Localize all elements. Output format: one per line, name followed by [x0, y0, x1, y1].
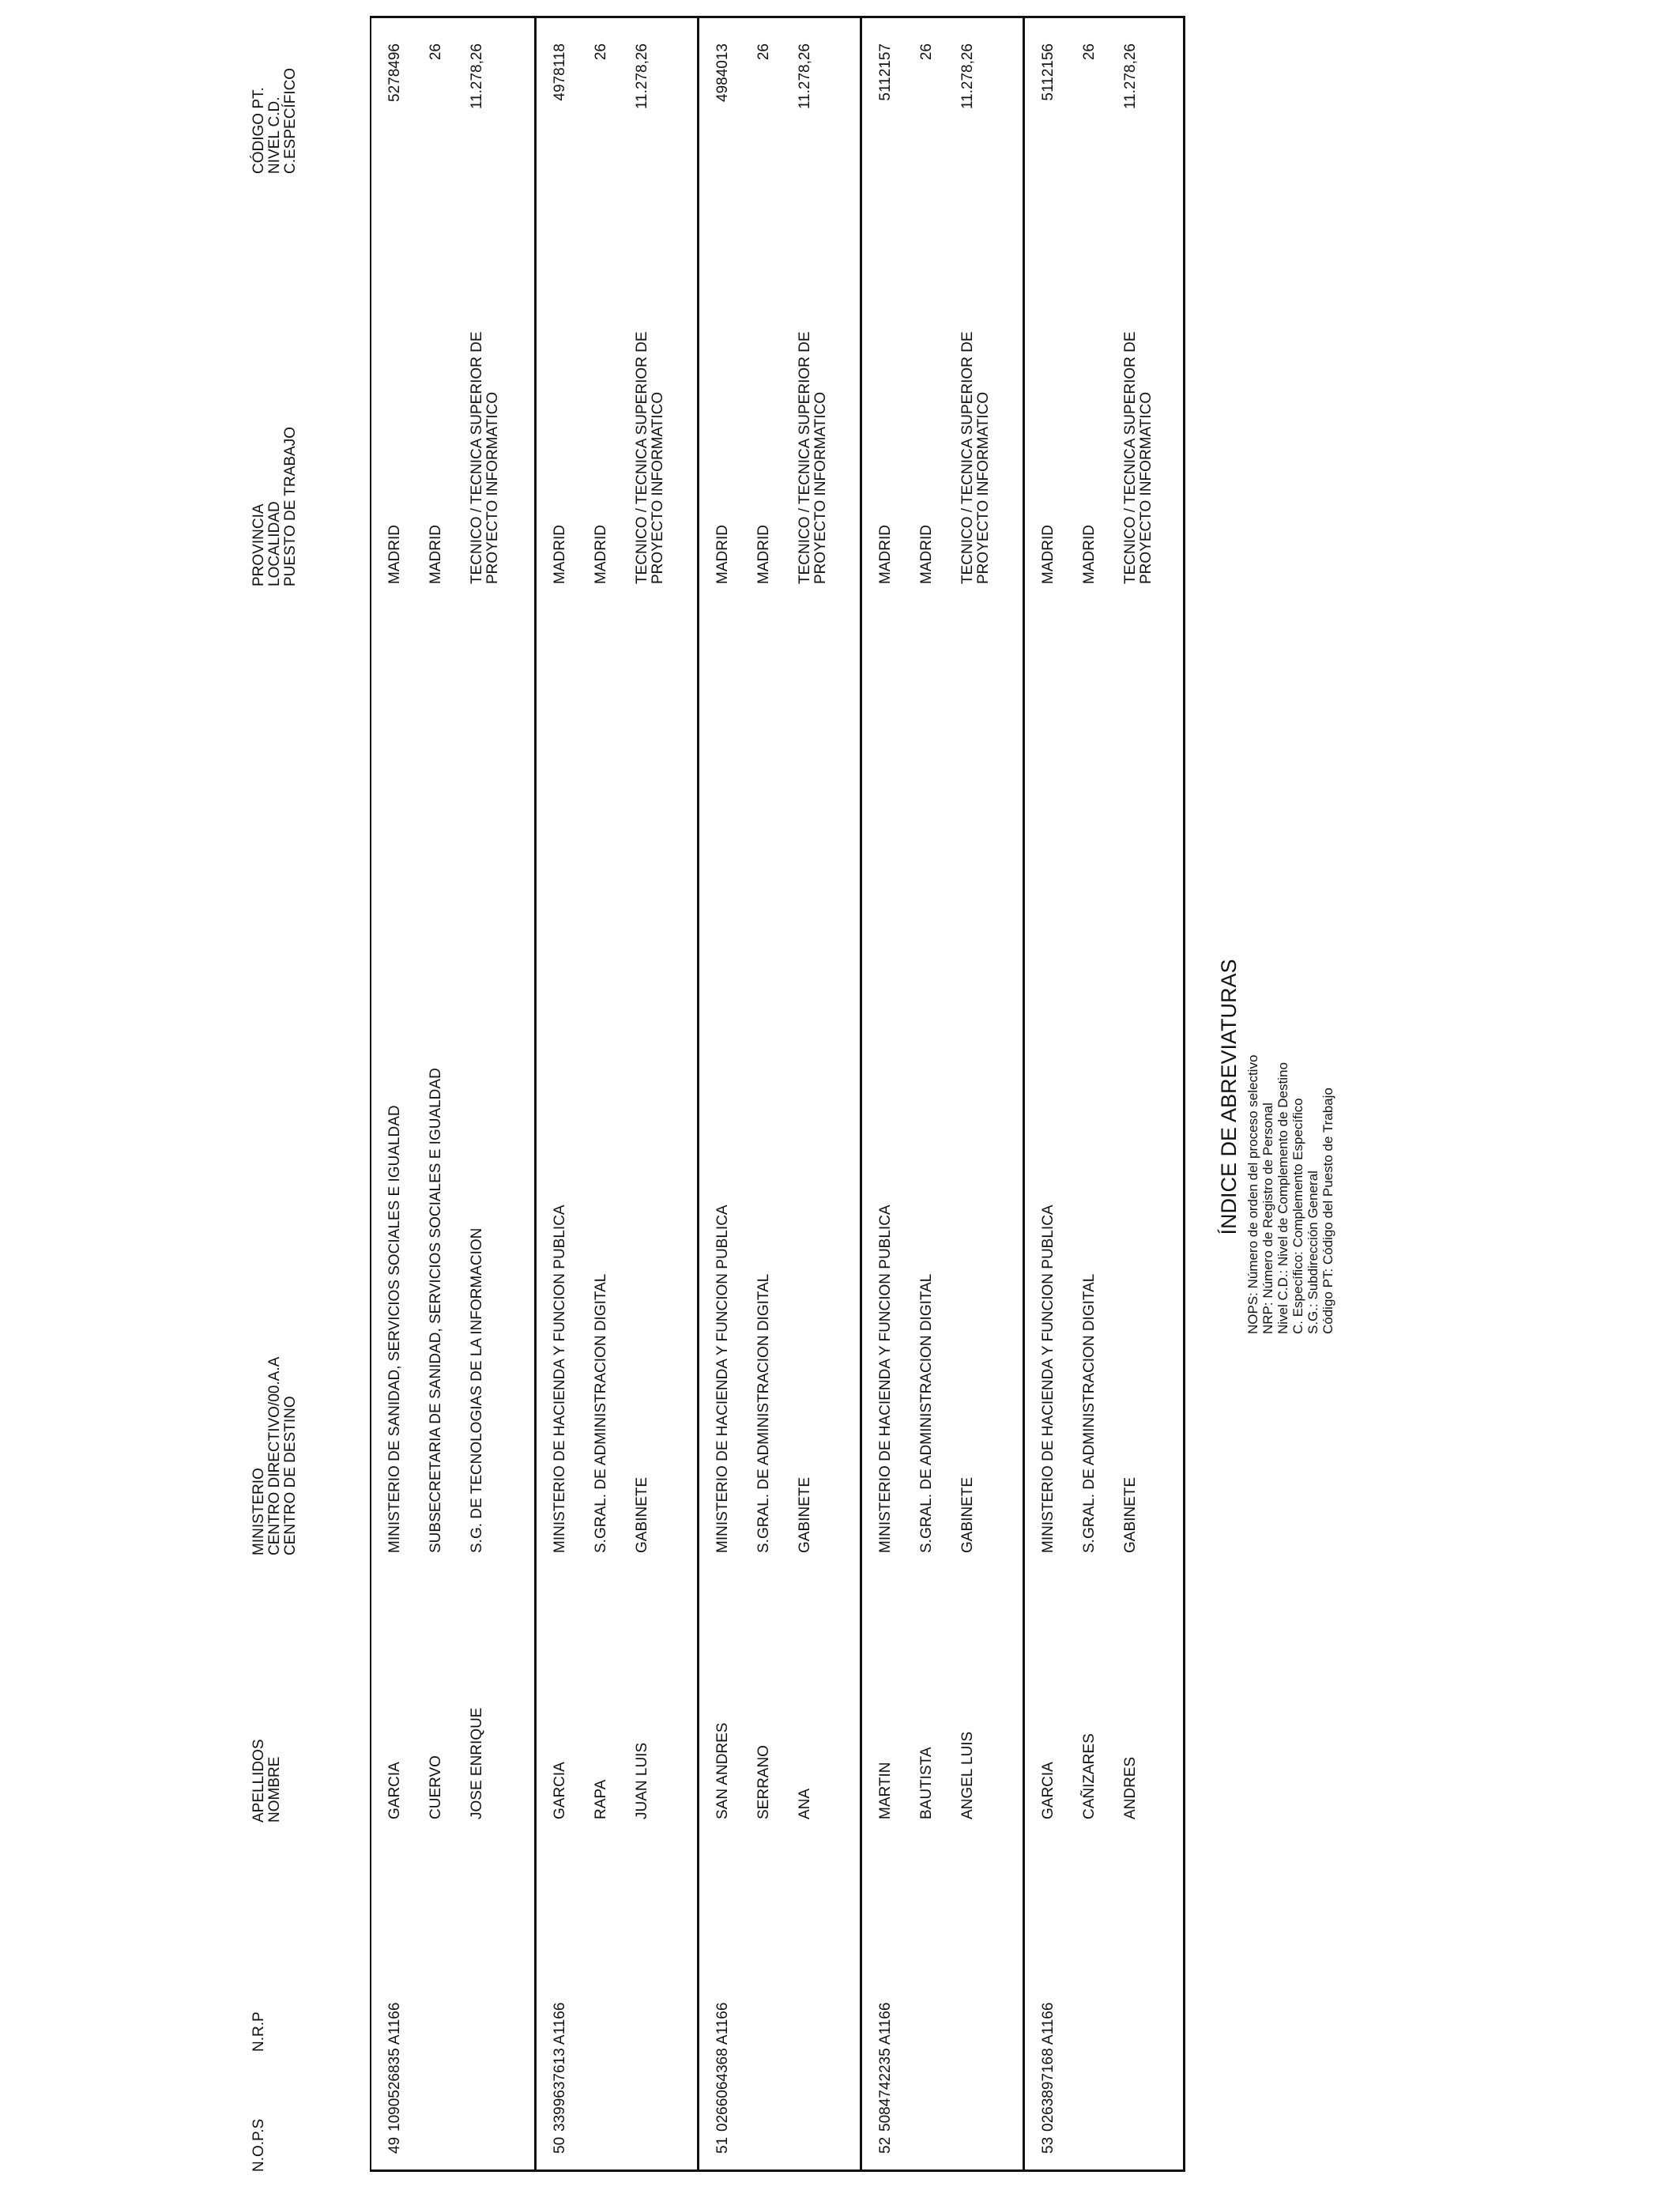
header-puesto-label: PUESTO DE TRABAJO	[282, 426, 299, 586]
row-localidad: MADRID	[428, 525, 444, 584]
row-centro-directivo: S.GRAL. DE ADMINISTRACION DIGITAL	[1081, 1273, 1098, 1553]
header-nrp	[251, 2011, 267, 2052]
row-localidad: MADRID	[593, 525, 609, 584]
header-nrp-label: N.R.P	[250, 2011, 267, 2052]
row-centro-destino: GABINETE	[959, 1476, 976, 1553]
row-c-especifico: 11.278,26	[1122, 43, 1139, 110]
header-nops-label: N.O.P.S	[250, 2118, 267, 2172]
row-nivel-cd: 26	[428, 43, 444, 61]
row-codigo-pt: 5112157	[877, 43, 894, 101]
row-nombre: ANGEL LUIS	[959, 1731, 976, 1819]
row-ministerio: MINISTERIO DE HACIENDA Y FUNCION PUBLICA	[714, 1204, 731, 1553]
row-localidad: MADRID	[1081, 525, 1098, 584]
row-puesto-line2: PROYECTO INFORMATICO	[650, 391, 666, 584]
table-row	[860, 18, 1025, 2169]
row-nops: 53	[1040, 2136, 1057, 2154]
row-nivel-cd: 26	[593, 43, 609, 61]
row-puesto-line1: TECNICO / TECNICA SUPERIOR DE	[634, 331, 650, 584]
header-provincia	[251, 427, 299, 586]
row-puesto-line2: PROYECTO INFORMATICO	[1138, 391, 1155, 584]
legend-line: NOPS: Número de orden del proceso selectivo	[1245, 1054, 1260, 1334]
header-provincia-label: PROVINCIA	[250, 503, 267, 586]
row-ministerio: MINISTERIO DE HACIENDA Y FUNCION PUBLICA	[1040, 1204, 1057, 1553]
row-puesto-line1: TECNICO / TECNICA SUPERIOR DE	[1122, 331, 1139, 584]
row-centro-destino: GABINETE	[1122, 1476, 1139, 1553]
row-nrp: 0266064368 A1166	[714, 2002, 731, 2132]
row-provincia: MADRID	[1040, 525, 1057, 584]
row-centro-destino: S.G. DE TECNOLOGIAS DE LA INFORMACION	[469, 1227, 485, 1553]
row-puesto-line1: TECNICO / TECNICA SUPERIOR DE	[469, 331, 485, 584]
row-puesto-line2: PROYECTO INFORMATICO	[975, 391, 992, 584]
row-centro-destino: GABINETE	[634, 1476, 650, 1553]
header-nivel-cd-label: NIVEL C.D.	[266, 96, 283, 174]
legend-line: C. Específico: Complemento Específico	[1290, 1098, 1305, 1334]
legend-line: Nivel C.D.: Nivel de Complemento de Destino	[1275, 1062, 1290, 1334]
row-nops: 51	[714, 2136, 731, 2154]
row-centro-directivo: S.GRAL. DE ADMINISTRACION DIGITAL	[755, 1273, 772, 1553]
row-codigo-pt: 5112156	[1040, 43, 1057, 101]
row-nrp: 0263897168 A1166	[1040, 2002, 1057, 2132]
header-localidad-label: LOCALIDAD	[266, 501, 283, 586]
row-ministerio: MINISTERIO DE HACIENDA Y FUNCION PUBLICA	[877, 1204, 894, 1553]
row-localidad: MADRID	[755, 525, 772, 584]
row-nivel-cd: 26	[755, 43, 772, 61]
row-centro-directivo: SUBSECRETARIA DE SANIDAD, SERVICIOS SOCIALES E IGUALDAD	[428, 1068, 444, 1553]
legend-line: Código PT: Código del Puesto de Trabajo	[1320, 1088, 1335, 1334]
row-puesto-line2: PROYECTO INFORMATICO	[484, 391, 501, 584]
row-apellido2: SERRANO	[755, 1745, 772, 1819]
row-c-especifico: 11.278,26	[959, 43, 976, 110]
row-puesto-line1: TECNICO / TECNICA SUPERIOR DE	[797, 331, 813, 584]
table-row	[534, 18, 699, 2169]
row-nrp: 3399637613 A1166	[552, 2002, 568, 2132]
row-apellido2: BAUTISTA	[918, 1747, 935, 1819]
header-nops	[251, 2119, 267, 2172]
row-codigo-pt: 4984013	[714, 43, 731, 102]
row-nops: 52	[877, 2136, 894, 2154]
header-centro-directivo-label: CENTRO DIRECTIVO/00.A.A	[266, 1356, 283, 1555]
row-apellido2: RAPA	[593, 1779, 609, 1819]
row-nivel-cd: 26	[1081, 43, 1098, 61]
row-centro-directivo: S.GRAL. DE ADMINISTRACION DIGITAL	[918, 1273, 935, 1553]
row-codigo-pt: 5278496	[386, 43, 403, 102]
results-table	[370, 16, 1185, 2172]
row-nrp: 5084742235 A1166	[877, 2002, 894, 2132]
row-puesto-line1: TECNICO / TECNICA SUPERIOR DE	[959, 331, 976, 584]
legend-title: ÍNDICE DE ABREVIATURAS	[1217, 959, 1241, 1235]
row-puesto-line2: PROYECTO INFORMATICO	[812, 391, 829, 584]
row-nops: 50	[552, 2136, 568, 2154]
row-ministerio: MINISTERIO DE HACIENDA Y FUNCION PUBLICA	[552, 1204, 568, 1553]
row-nrp: 1090526835 A1166	[386, 2002, 403, 2132]
row-apellido1: MARTIN	[877, 1762, 894, 1819]
row-apellido2: CUERVO	[428, 1755, 444, 1819]
header-c-especifico-label: C.ESPECÍFICO	[282, 67, 299, 174]
legend-line: NRP: Número de Registro de Personal	[1260, 1103, 1275, 1334]
row-provincia: MADRID	[552, 525, 568, 584]
row-apellido2: CAÑIZARES	[1081, 1733, 1098, 1819]
table-row	[1023, 18, 1188, 2169]
row-apellido1: GARCIA	[552, 1762, 568, 1819]
row-nombre: JOSE ENRIQUE	[469, 1707, 485, 1819]
row-centro-destino: GABINETE	[797, 1476, 813, 1553]
header-ministerio-label: MINISTERIO	[250, 1468, 267, 1555]
row-c-especifico: 11.278,26	[634, 43, 650, 110]
table-row	[371, 18, 534, 2169]
row-c-especifico: 11.278,26	[797, 43, 813, 110]
header-apellidos-label: APELLIDOS	[250, 1739, 267, 1823]
row-nombre: JUAN LUIS	[634, 1742, 650, 1819]
abbreviations-legend	[1217, 860, 1335, 1334]
row-c-especifico: 11.278,26	[469, 43, 485, 110]
header-codigo-pt-label: CÓDIGO PT.	[250, 87, 267, 174]
row-provincia: MADRID	[877, 525, 894, 584]
table-row	[697, 18, 862, 2169]
row-provincia: MADRID	[714, 525, 731, 584]
row-ministerio: MINISTERIO DE SANIDAD, SERVICIOS SOCIALES E IGUALDAD	[386, 1105, 403, 1553]
row-centro-directivo: S.GRAL. DE ADMINISTRACION DIGITAL	[593, 1273, 609, 1553]
header-nombre-label: NOMBRE	[266, 1756, 283, 1823]
row-codigo-pt: 4978118	[552, 43, 568, 101]
row-apellido1: GARCIA	[386, 1762, 403, 1819]
row-nops: 49	[386, 2136, 403, 2154]
header-centro-destino-label: CENTRO DE DESTINO	[282, 1396, 299, 1555]
row-apellido1: SAN ANDRES	[714, 1722, 731, 1819]
row-nombre: ANA	[797, 1788, 813, 1819]
row-apellido1: GARCIA	[1040, 1762, 1057, 1819]
header-apellidos	[251, 1739, 283, 1823]
row-provincia: MADRID	[386, 525, 403, 584]
legend-line: S.G.: Subdirección General	[1305, 1171, 1320, 1334]
header-codigo	[251, 68, 299, 174]
header-ministerio	[251, 1357, 299, 1555]
row-nombre: ANDRES	[1122, 1756, 1139, 1819]
row-localidad: MADRID	[918, 525, 935, 584]
row-nivel-cd: 26	[918, 43, 935, 61]
